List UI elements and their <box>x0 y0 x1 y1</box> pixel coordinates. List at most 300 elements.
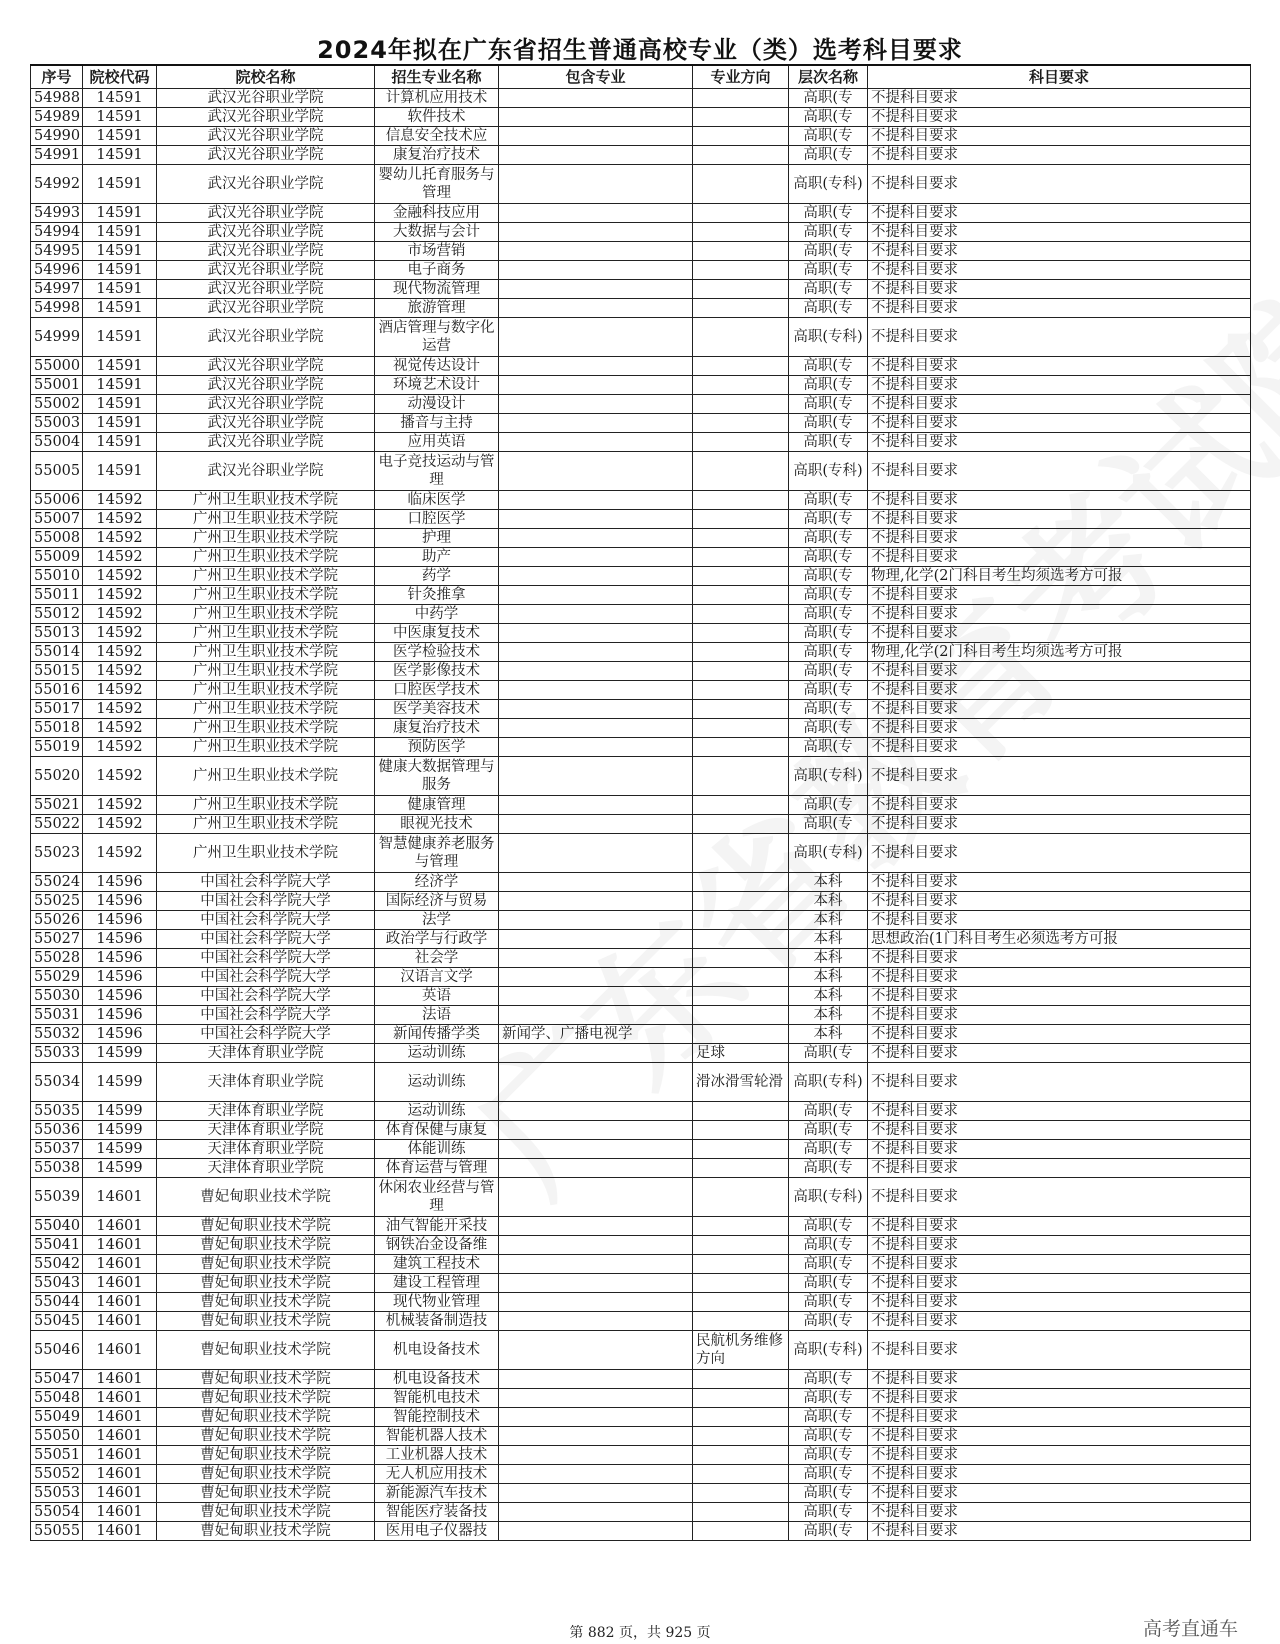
cell-index: 55019 <box>31 738 83 757</box>
cell-major-name: 新闻传播学类 <box>375 1025 499 1044</box>
cell-subject-requirement: 物理,化学(2门科目考生均须选考方可报 <box>868 643 1251 662</box>
cell-direction <box>693 987 789 1006</box>
cell-level: 高职(专 <box>789 146 868 165</box>
cell-subject-requirement: 不提科目要求 <box>868 1465 1251 1484</box>
cell-subject-requirement: 不提科目要求 <box>868 873 1251 892</box>
cell-index: 55038 <box>31 1159 83 1178</box>
cell-school-code: 14592 <box>83 700 157 719</box>
table-row <box>31 1331 1251 1370</box>
cell-major-name: 政治学与行政学 <box>375 930 499 949</box>
cell-major-name: 口腔医学 <box>375 510 499 529</box>
col-header-school-name: 院校名称 <box>157 65 375 89</box>
cell-school-code: 14599 <box>83 1121 157 1140</box>
cell-school-code: 14601 <box>83 1178 157 1217</box>
cell-level: 本科 <box>789 892 868 911</box>
cell-index: 55020 <box>31 757 83 796</box>
cell-school-code: 14601 <box>83 1293 157 1312</box>
cell-included-majors <box>499 1484 693 1503</box>
cell-index: 55001 <box>31 376 83 395</box>
cell-school-code: 14592 <box>83 815 157 834</box>
cell-included-majors <box>499 108 693 127</box>
cell-included-majors <box>499 1389 693 1408</box>
cell-included-majors <box>499 968 693 987</box>
cell-subject-requirement: 不提科目要求 <box>868 1140 1251 1159</box>
cell-subject-requirement: 不提科目要求 <box>868 949 1251 968</box>
table-row <box>31 624 1251 643</box>
cell-index: 55043 <box>31 1274 83 1293</box>
cell-included-majors <box>499 1140 693 1159</box>
cell-major-name: 机电设备技术 <box>375 1331 499 1370</box>
cell-included-majors <box>499 491 693 510</box>
cell-school-code: 14601 <box>83 1427 157 1446</box>
cell-direction <box>693 146 789 165</box>
cell-major-name: 社会学 <box>375 949 499 968</box>
cell-school-code: 14592 <box>83 681 157 700</box>
cell-level: 高职(专 <box>789 738 868 757</box>
cell-school-name: 广州卫生职业技术学院 <box>157 757 375 796</box>
table-row <box>31 987 1251 1006</box>
cell-school-name: 武汉光谷职业学院 <box>157 261 375 280</box>
cell-subject-requirement: 不提科目要求 <box>868 1370 1251 1389</box>
cell-school-name: 曹妃甸职业技术学院 <box>157 1522 375 1541</box>
cell-major-name: 运动训练 <box>375 1063 499 1102</box>
cell-direction <box>693 1025 789 1044</box>
cell-level: 高职(专 <box>789 414 868 433</box>
cell-index: 55006 <box>31 491 83 510</box>
cell-index: 55022 <box>31 815 83 834</box>
cell-school-name: 曹妃甸职业技术学院 <box>157 1503 375 1522</box>
cell-school-name: 中国社会科学院大学 <box>157 968 375 987</box>
cell-level: 高职(专 <box>789 376 868 395</box>
cell-major-name: 医学影像技术 <box>375 662 499 681</box>
cell-school-code: 14591 <box>83 414 157 433</box>
cell-school-code: 14592 <box>83 567 157 586</box>
cell-index: 54995 <box>31 242 83 261</box>
cell-subject-requirement: 不提科目要求 <box>868 757 1251 796</box>
cell-major-name: 智能机电技术 <box>375 1389 499 1408</box>
cell-index: 55032 <box>31 1025 83 1044</box>
cell-included-majors <box>499 1312 693 1331</box>
cell-level: 高职(专 <box>789 1408 868 1427</box>
cell-included-majors <box>499 1236 693 1255</box>
cell-school-code: 14592 <box>83 491 157 510</box>
table-row <box>31 242 1251 261</box>
cell-index: 55030 <box>31 987 83 1006</box>
cell-direction <box>693 108 789 127</box>
cell-index: 55011 <box>31 586 83 605</box>
cell-subject-requirement: 物理,化学(2门科目考生均须选考方可报 <box>868 567 1251 586</box>
cell-included-majors <box>499 299 693 318</box>
cell-index: 55046 <box>31 1331 83 1370</box>
cell-school-code: 14599 <box>83 1102 157 1121</box>
cell-subject-requirement: 不提科目要求 <box>868 165 1251 204</box>
cell-major-name: 口腔医学技术 <box>375 681 499 700</box>
cell-direction <box>693 719 789 738</box>
cell-level: 高职(专 <box>789 662 868 681</box>
requirements-table-container <box>30 64 1250 1541</box>
cell-school-code: 14592 <box>83 719 157 738</box>
cell-included-majors <box>499 624 693 643</box>
cell-school-code: 14591 <box>83 242 157 261</box>
cell-major-name: 信息安全技术应 <box>375 127 499 146</box>
cell-included-majors <box>499 1121 693 1140</box>
cell-level: 高职(专科) <box>789 834 868 873</box>
cell-level: 高职(专 <box>789 681 868 700</box>
cell-level: 高职(专 <box>789 815 868 834</box>
cell-subject-requirement: 不提科目要求 <box>868 452 1251 491</box>
cell-school-code: 14591 <box>83 89 157 108</box>
table-row <box>31 491 1251 510</box>
cell-index: 55010 <box>31 567 83 586</box>
table-row <box>31 529 1251 548</box>
cell-index: 54999 <box>31 318 83 357</box>
cell-level: 高职(专 <box>789 700 868 719</box>
cell-school-code: 14591 <box>83 146 157 165</box>
table-row <box>31 548 1251 567</box>
cell-school-name: 武汉光谷职业学院 <box>157 376 375 395</box>
cell-school-code: 14601 <box>83 1312 157 1331</box>
cell-included-majors <box>499 1217 693 1236</box>
cell-major-name: 电子商务 <box>375 261 499 280</box>
cell-index: 55009 <box>31 548 83 567</box>
cell-subject-requirement: 不提科目要求 <box>868 1312 1251 1331</box>
cell-index: 55053 <box>31 1484 83 1503</box>
cell-direction <box>693 643 789 662</box>
cell-school-name: 武汉光谷职业学院 <box>157 146 375 165</box>
cell-index: 55004 <box>31 433 83 452</box>
cell-index: 55049 <box>31 1408 83 1427</box>
cell-included-majors <box>499 834 693 873</box>
cell-school-code: 14592 <box>83 834 157 873</box>
cell-index: 54989 <box>31 108 83 127</box>
cell-school-name: 武汉光谷职业学院 <box>157 299 375 318</box>
cell-school-name: 曹妃甸职业技术学院 <box>157 1427 375 1446</box>
cell-school-code: 14599 <box>83 1063 157 1102</box>
table-row <box>31 510 1251 529</box>
cell-subject-requirement: 不提科目要求 <box>868 681 1251 700</box>
table-row <box>31 261 1251 280</box>
cell-included-majors <box>499 376 693 395</box>
cell-direction <box>693 357 789 376</box>
cell-included-majors <box>499 815 693 834</box>
table-row <box>31 1274 1251 1293</box>
cell-subject-requirement: 不提科目要求 <box>868 1006 1251 1025</box>
cell-included-majors <box>499 242 693 261</box>
cell-subject-requirement: 不提科目要求 <box>868 204 1251 223</box>
cell-major-name: 临床医学 <box>375 491 499 510</box>
cell-index: 55012 <box>31 605 83 624</box>
cell-level: 高职(专 <box>789 433 868 452</box>
table-row <box>31 911 1251 930</box>
cell-school-code: 14601 <box>83 1389 157 1408</box>
cell-index: 54996 <box>31 261 83 280</box>
table-row <box>31 414 1251 433</box>
cell-school-name: 武汉光谷职业学院 <box>157 280 375 299</box>
cell-school-code: 14601 <box>83 1274 157 1293</box>
cell-direction <box>693 968 789 987</box>
cell-major-name: 机电设备技术 <box>375 1370 499 1389</box>
cell-level: 本科 <box>789 911 868 930</box>
cell-index: 55015 <box>31 662 83 681</box>
cell-major-name: 应用英语 <box>375 433 499 452</box>
cell-index: 55021 <box>31 796 83 815</box>
cell-included-majors <box>499 700 693 719</box>
cell-major-name: 针灸推拿 <box>375 586 499 605</box>
cell-school-code: 14591 <box>83 452 157 491</box>
cell-level: 高职(专科) <box>789 1178 868 1217</box>
cell-major-name: 软件技术 <box>375 108 499 127</box>
cell-direction <box>693 299 789 318</box>
cell-subject-requirement: 不提科目要求 <box>868 146 1251 165</box>
cell-index: 55052 <box>31 1465 83 1484</box>
table-row <box>31 299 1251 318</box>
cell-subject-requirement: 不提科目要求 <box>868 261 1251 280</box>
cell-major-name: 药学 <box>375 567 499 586</box>
cell-school-name: 武汉光谷职业学院 <box>157 414 375 433</box>
cell-major-name: 康复治疗技术 <box>375 719 499 738</box>
cell-level: 高职(专 <box>789 223 868 242</box>
cell-school-name: 天津体育职业学院 <box>157 1121 375 1140</box>
cell-school-code: 14591 <box>83 127 157 146</box>
cell-level: 高职(专 <box>789 1293 868 1312</box>
cell-school-name: 中国社会科学院大学 <box>157 1006 375 1025</box>
cell-direction <box>693 930 789 949</box>
cell-index: 54997 <box>31 280 83 299</box>
cell-subject-requirement: 不提科目要求 <box>868 911 1251 930</box>
cell-subject-requirement: 不提科目要求 <box>868 548 1251 567</box>
cell-level: 高职(专 <box>789 1159 868 1178</box>
cell-school-name: 中国社会科学院大学 <box>157 949 375 968</box>
cell-direction <box>693 834 789 873</box>
cell-included-majors <box>499 1159 693 1178</box>
table-row <box>31 873 1251 892</box>
cell-major-name: 汉语言文学 <box>375 968 499 987</box>
table-row <box>31 1465 1251 1484</box>
cell-direction <box>693 949 789 968</box>
cell-level: 高职(专 <box>789 624 868 643</box>
cell-subject-requirement: 不提科目要求 <box>868 1121 1251 1140</box>
table-row <box>31 1446 1251 1465</box>
cell-direction <box>693 1370 789 1389</box>
cell-major-name: 医学美容技术 <box>375 700 499 719</box>
cell-included-majors <box>499 1446 693 1465</box>
cell-index: 55029 <box>31 968 83 987</box>
cell-major-name: 智慧健康养老服务与管理 <box>375 834 499 873</box>
cell-school-name: 中国社会科学院大学 <box>157 911 375 930</box>
cell-major-name: 体能训练 <box>375 1140 499 1159</box>
cell-school-name: 曹妃甸职业技术学院 <box>157 1274 375 1293</box>
cell-included-majors <box>499 165 693 204</box>
cell-level: 高职(专 <box>789 529 868 548</box>
cell-index: 55016 <box>31 681 83 700</box>
cell-school-code: 14592 <box>83 624 157 643</box>
cell-school-name: 中国社会科学院大学 <box>157 987 375 1006</box>
cell-major-name: 现代物流管理 <box>375 280 499 299</box>
cell-subject-requirement: 不提科目要求 <box>868 1063 1251 1102</box>
col-header-level: 层次名称 <box>789 65 868 89</box>
cell-direction <box>693 1389 789 1408</box>
cell-direction <box>693 529 789 548</box>
cell-direction <box>693 624 789 643</box>
cell-included-majors <box>499 1293 693 1312</box>
cell-included-majors <box>499 280 693 299</box>
cell-index: 55000 <box>31 357 83 376</box>
cell-index: 55033 <box>31 1044 83 1063</box>
cell-included-majors <box>499 1465 693 1484</box>
cell-included-majors <box>499 89 693 108</box>
cell-major-name: 康复治疗技术 <box>375 146 499 165</box>
cell-school-code: 14601 <box>83 1503 157 1522</box>
table-row <box>31 1522 1251 1541</box>
cell-school-code: 14591 <box>83 165 157 204</box>
cell-school-code: 14601 <box>83 1484 157 1503</box>
cell-level: 高职(专 <box>789 1102 868 1121</box>
cell-major-name: 护理 <box>375 529 499 548</box>
cell-direction <box>693 1255 789 1274</box>
table-row <box>31 433 1251 452</box>
cell-school-code: 14591 <box>83 280 157 299</box>
cell-direction <box>693 1274 789 1293</box>
cell-subject-requirement: 不提科目要求 <box>868 89 1251 108</box>
cell-level: 高职(专 <box>789 1484 868 1503</box>
cell-index: 55036 <box>31 1121 83 1140</box>
cell-subject-requirement: 不提科目要求 <box>868 605 1251 624</box>
cell-school-code: 14601 <box>83 1370 157 1389</box>
cell-subject-requirement: 不提科目要求 <box>868 510 1251 529</box>
cell-direction <box>693 1006 789 1025</box>
cell-level: 高职(专科) <box>789 318 868 357</box>
cell-level: 高职(专 <box>789 1121 868 1140</box>
cell-direction <box>693 433 789 452</box>
cell-major-name: 动漫设计 <box>375 395 499 414</box>
cell-major-name: 视觉传达设计 <box>375 357 499 376</box>
cell-major-name: 法学 <box>375 911 499 930</box>
cell-subject-requirement: 思想政治(1门科目考生必须选考方可报 <box>868 930 1251 949</box>
cell-index: 54988 <box>31 89 83 108</box>
cell-level: 高职(专 <box>789 357 868 376</box>
table-row <box>31 1178 1251 1217</box>
cell-school-name: 武汉光谷职业学院 <box>157 204 375 223</box>
cell-level: 高职(专 <box>789 1255 868 1274</box>
cell-subject-requirement: 不提科目要求 <box>868 700 1251 719</box>
cell-direction <box>693 681 789 700</box>
cell-direction: 滑冰滑雪轮滑 <box>693 1063 789 1102</box>
cell-included-majors <box>499 204 693 223</box>
cell-major-name: 环境艺术设计 <box>375 376 499 395</box>
table-row <box>31 1102 1251 1121</box>
cell-level: 高职(专 <box>789 548 868 567</box>
cell-school-name: 广州卫生职业技术学院 <box>157 738 375 757</box>
cell-direction <box>693 1312 789 1331</box>
cell-school-code: 14596 <box>83 930 157 949</box>
cell-level: 高职(专 <box>789 586 868 605</box>
cell-school-name: 曹妃甸职业技术学院 <box>157 1255 375 1274</box>
cell-major-name: 钢铁冶金设备维 <box>375 1236 499 1255</box>
cell-school-code: 14592 <box>83 529 157 548</box>
table-row <box>31 1140 1251 1159</box>
cell-included-majors <box>499 643 693 662</box>
cell-level: 高职(专科) <box>789 1063 868 1102</box>
cell-major-name: 法语 <box>375 1006 499 1025</box>
cell-level: 高职(专 <box>789 1503 868 1522</box>
cell-school-name: 广州卫生职业技术学院 <box>157 586 375 605</box>
cell-index: 54994 <box>31 223 83 242</box>
cell-included-majors <box>499 223 693 242</box>
cell-included-majors <box>499 586 693 605</box>
cell-index: 55048 <box>31 1389 83 1408</box>
cell-level: 高职(专 <box>789 1427 868 1446</box>
cell-included-majors <box>499 1006 693 1025</box>
cell-included-majors <box>499 719 693 738</box>
cell-school-code: 14599 <box>83 1140 157 1159</box>
cell-school-name: 武汉光谷职业学院 <box>157 108 375 127</box>
cell-subject-requirement: 不提科目要求 <box>868 1293 1251 1312</box>
cell-school-code: 14592 <box>83 757 157 796</box>
cell-subject-requirement: 不提科目要求 <box>868 892 1251 911</box>
cell-included-majors <box>499 452 693 491</box>
cell-subject-requirement: 不提科目要求 <box>868 1274 1251 1293</box>
cell-level: 本科 <box>789 873 868 892</box>
cell-included-majors: 新闻学、广播电视学 <box>499 1025 693 1044</box>
cell-subject-requirement: 不提科目要求 <box>868 108 1251 127</box>
cell-school-name: 广州卫生职业技术学院 <box>157 529 375 548</box>
cell-direction <box>693 452 789 491</box>
cell-school-code: 14591 <box>83 318 157 357</box>
cell-major-name: 现代物业管理 <box>375 1293 499 1312</box>
cell-direction <box>693 796 789 815</box>
table-row <box>31 643 1251 662</box>
cell-included-majors <box>499 911 693 930</box>
cell-index: 55037 <box>31 1140 83 1159</box>
cell-subject-requirement: 不提科目要求 <box>868 1236 1251 1255</box>
cell-major-name: 健康大数据管理与服务 <box>375 757 499 796</box>
cell-index: 55007 <box>31 510 83 529</box>
cell-school-name: 广州卫生职业技术学院 <box>157 510 375 529</box>
cell-included-majors <box>499 433 693 452</box>
cell-level: 高职(专 <box>789 491 868 510</box>
cell-subject-requirement: 不提科目要求 <box>868 968 1251 987</box>
cell-direction <box>693 911 789 930</box>
cell-school-code: 14592 <box>83 738 157 757</box>
table-row <box>31 1312 1251 1331</box>
cell-school-code: 14591 <box>83 223 157 242</box>
cell-level: 高职(专 <box>789 261 868 280</box>
cell-included-majors <box>499 414 693 433</box>
cell-direction <box>693 242 789 261</box>
cell-major-name: 体育保健与康复 <box>375 1121 499 1140</box>
table-row <box>31 586 1251 605</box>
cell-index: 55026 <box>31 911 83 930</box>
cell-subject-requirement: 不提科目要求 <box>868 662 1251 681</box>
cell-school-name: 武汉光谷职业学院 <box>157 357 375 376</box>
cell-major-name: 油气智能开采技 <box>375 1217 499 1236</box>
cell-level: 高职(专 <box>789 796 868 815</box>
brand-watermark-text: 高考直通车 <box>1142 1618 1238 1640</box>
table-row <box>31 1159 1251 1178</box>
cell-major-name: 智能医疗装备技 <box>375 1503 499 1522</box>
cell-index: 54991 <box>31 146 83 165</box>
cell-level: 高职(专 <box>789 127 868 146</box>
cell-included-majors <box>499 1522 693 1541</box>
cell-direction: 民航机务维修方向 <box>693 1331 789 1370</box>
cell-major-name: 电子竞技运动与管理 <box>375 452 499 491</box>
cell-major-name: 无人机应用技术 <box>375 1465 499 1484</box>
cell-included-majors <box>499 146 693 165</box>
cell-school-name: 广州卫生职业技术学院 <box>157 834 375 873</box>
table-row <box>31 930 1251 949</box>
cell-major-name: 大数据与会计 <box>375 223 499 242</box>
cell-major-name: 中药学 <box>375 605 499 624</box>
